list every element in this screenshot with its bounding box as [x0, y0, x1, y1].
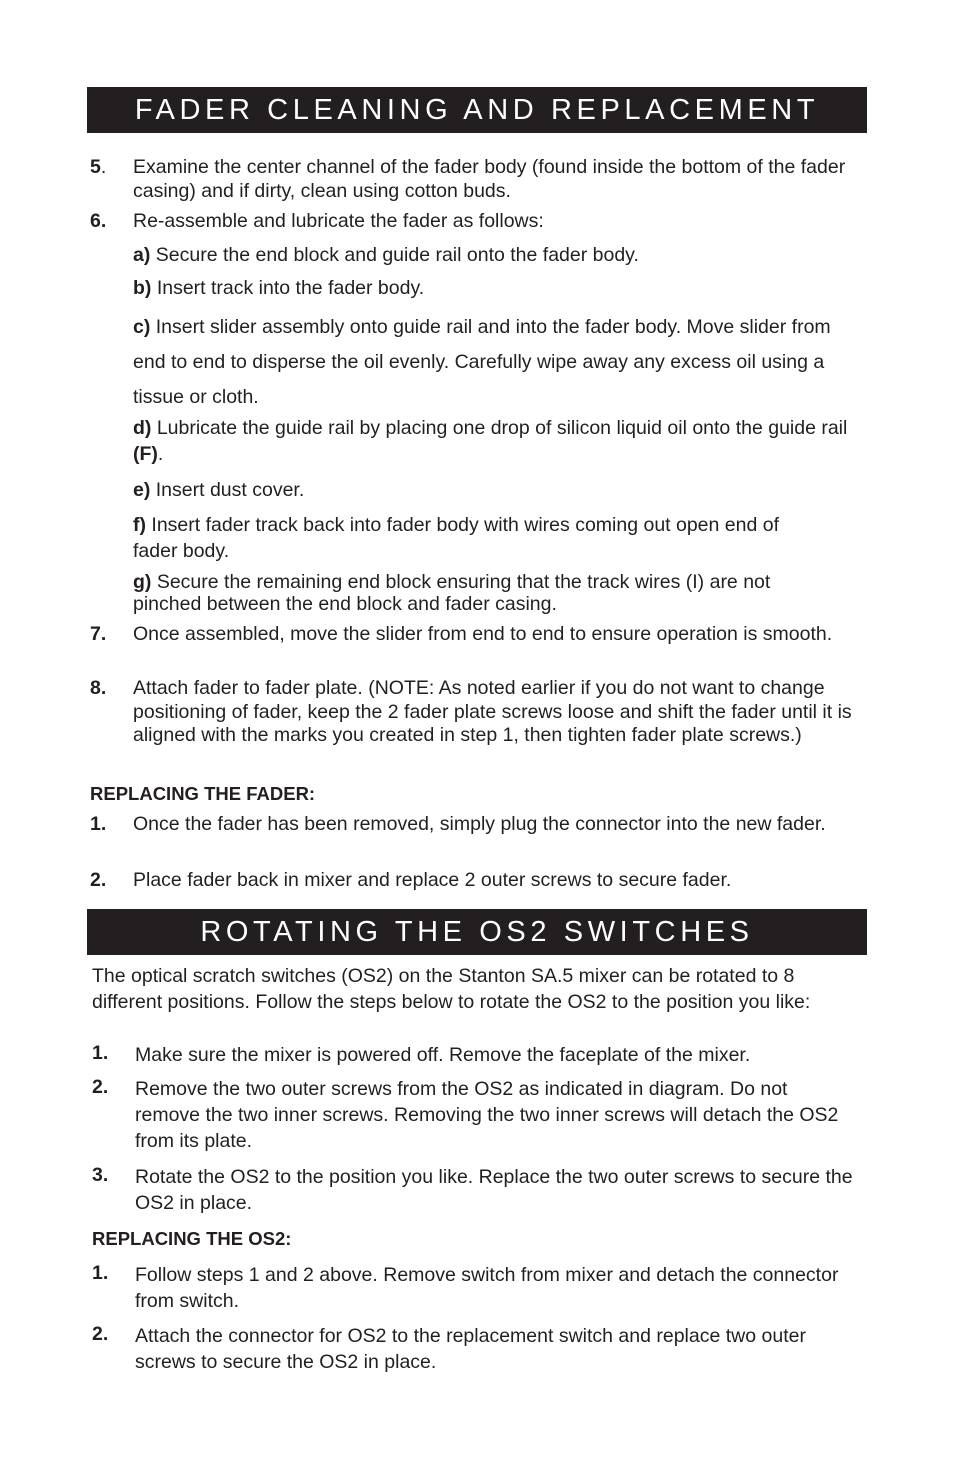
step-text: Examine the center channel of the fader body (found inside the bottom of the fader casing) and if dirty, clean using cotton buds.: [133, 156, 846, 202]
step-text: Re-assemble and lubricate the fader as follows:: [133, 210, 544, 232]
substep-d: d) Lubricate the guide rail by placing one drop of silicon liquid oil onto the guide rail (F).: [133, 417, 848, 465]
step-number: 5.: [90, 156, 107, 178]
step-number: 1.: [92, 1262, 109, 1284]
substep-a: a) Secure the end block and guide rail onto the fader body.: [133, 244, 639, 266]
step-text: Make sure the mixer is powered off. Remove the faceplate of the mixer.: [135, 1044, 751, 1066]
section-title-fader-cleaning: FADER CLEANING AND REPLACEMENT: [87, 87, 867, 133]
step-text: Follow steps 1 and 2 above. Remove switch from mixer and detach the connector from switch.: [135, 1264, 839, 1312]
intro-paragraph: The optical scratch switches (OS2) on the Stanton SA.5 mixer can be rotated to 8 different positions. Follow the steps below to rotate the OS2 to the position you like:: [92, 965, 811, 1013]
step-number: 1.: [92, 1042, 109, 1064]
substep-f: f) Insert fader track back into fader body with wires coming out open end of fader body.: [133, 514, 780, 562]
section-title-rotating-os2: ROTATING THE OS2 SWITCHES: [87, 909, 867, 955]
substep-e: e) Insert dust cover.: [133, 479, 305, 501]
step-number: 2.: [92, 1323, 109, 1345]
step-text: Remove the two outer screws from the OS2 as indicated in diagram. Do not remove the two inner screws. Removing the two inner screws will detach the OS2 from its plate.: [135, 1078, 839, 1152]
step-text: Rotate the OS2 to the position you like. Replace the two outer screws to secure the OS2 in place.: [135, 1166, 853, 1214]
substep-c: c) Insert slider assembly onto guide rail and into the fader body. Move slider from end to end to disperse the oil evenly. Carefully wipe away any excess oil using a tissue or cloth.: [133, 316, 831, 408]
substep-g: g) Secure the remaining end block ensuring that the track wires (I) are not pinched between the end block and fader casing.: [133, 571, 771, 615]
step-text: Attach the connector for OS2 to the replacement switch and replace two outer screws to secure the OS2 in place.: [135, 1325, 806, 1373]
step-number: 1.: [90, 813, 107, 835]
replacing-os2-heading: REPLACING THE OS2:: [92, 1228, 292, 1249]
step-text: Attach fader to fader plate. (NOTE: As noted earlier if you do not want to change positioning of fader, keep the 2 fader plate screws loose and shift the fader until it is aligned with the marks you created in step 1, then tighten fader plate screws.): [133, 677, 852, 746]
step-number: 2.: [92, 1076, 109, 1098]
step-number: 6.: [90, 210, 107, 232]
step-number: 7.: [90, 623, 107, 645]
step-text: Once assembled, move the slider from end to end to ensure operation is smooth.: [133, 623, 833, 645]
replacing-fader-heading: REPLACING THE FADER:: [90, 783, 316, 804]
step-text: Once the fader has been removed, simply plug the connector into the new fader.: [133, 813, 826, 835]
step-text: Place fader back in mixer and replace 2 outer screws to secure fader.: [133, 869, 732, 891]
step-number: 2.: [90, 869, 107, 891]
substep-b: b) Insert track into the fader body.: [133, 277, 425, 299]
step-number: 8.: [90, 677, 107, 699]
step-number: 3.: [92, 1164, 109, 1186]
